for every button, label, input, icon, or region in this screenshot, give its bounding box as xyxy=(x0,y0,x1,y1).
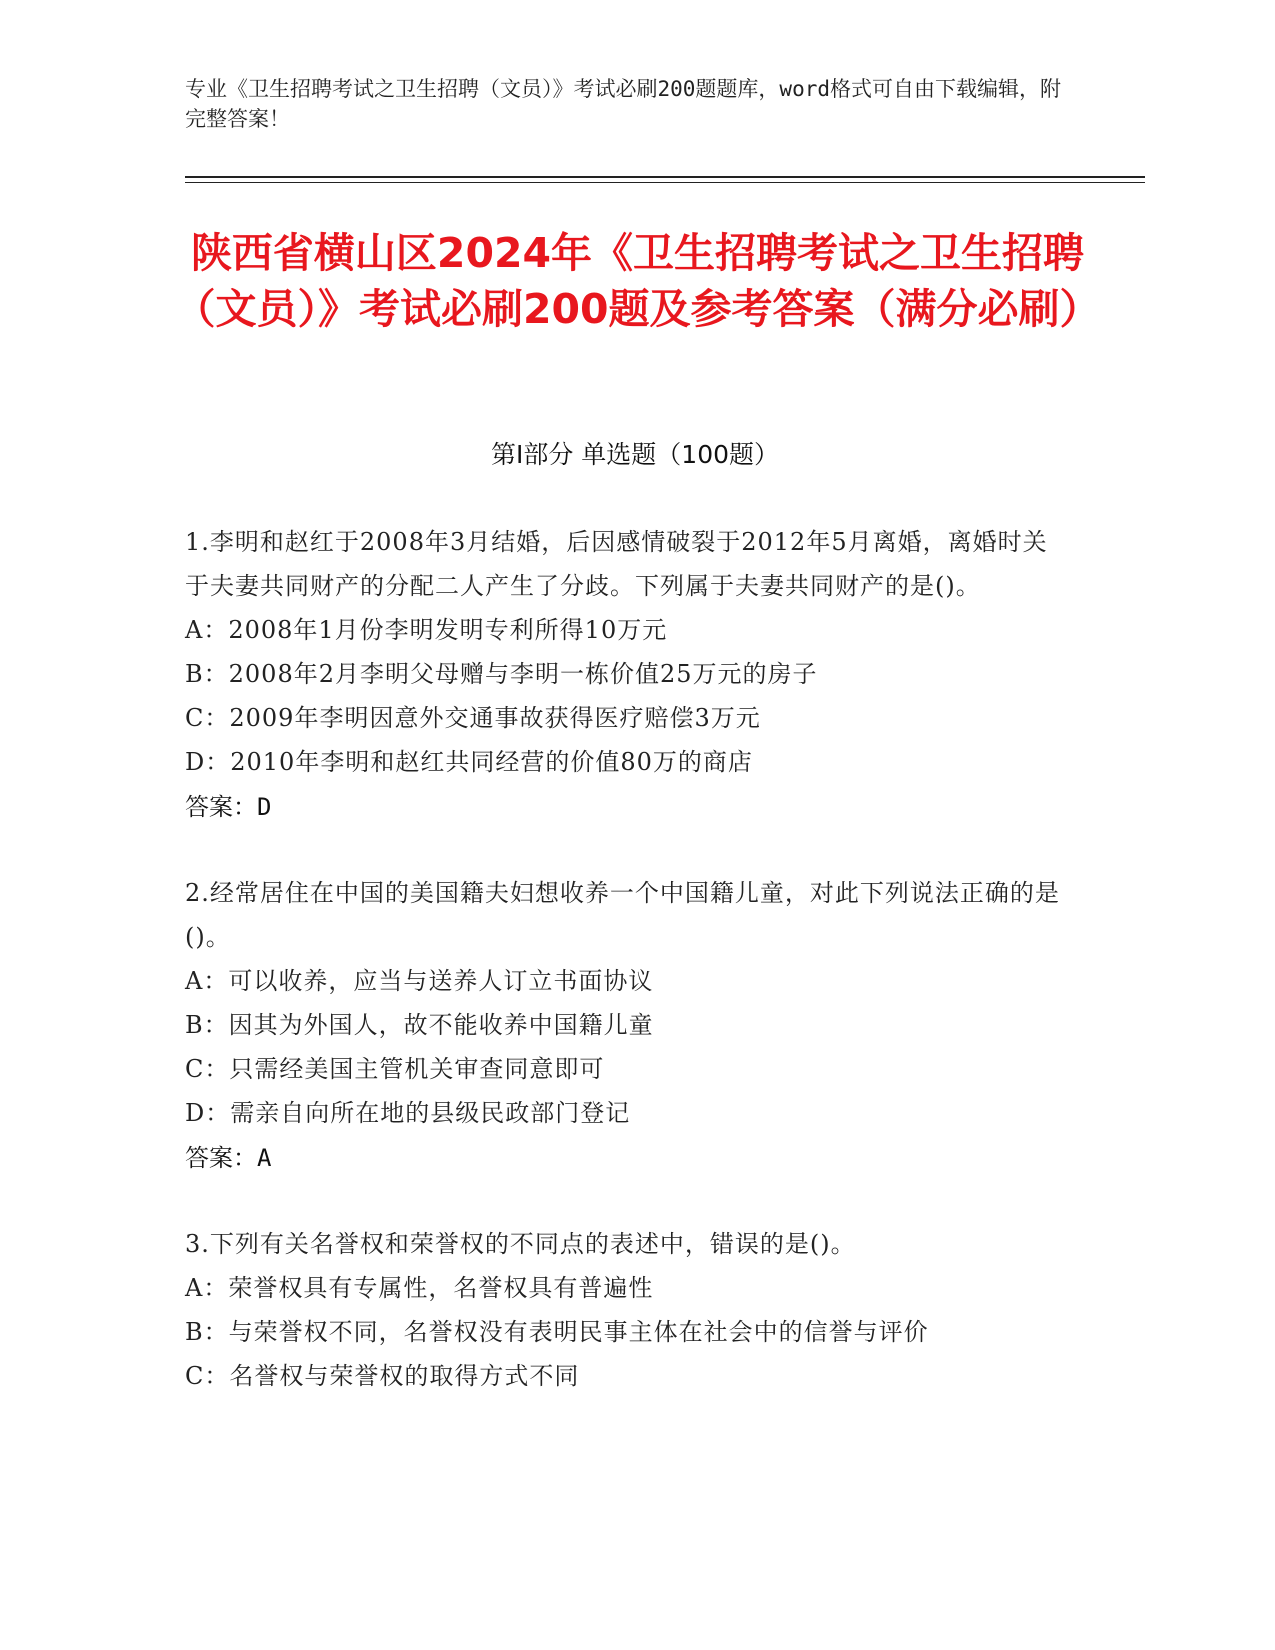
header-note: 专业《卫生招聘考试之卫生招聘（文员）》考试必刷200题题库，word格式可自由下载编辑，附完整答案！ xyxy=(185,77,1061,131)
option-a: A：荣誉权具有专属性，名誉权具有普遍性 xyxy=(185,1274,654,1302)
option-b: B：因其为外国人，故不能收养中国籍儿童 xyxy=(185,1011,654,1039)
question-stem: 3.下列有关名誉权和荣誉权的不同点的表述中，错误的是()。 xyxy=(185,1230,856,1258)
option-d: D：需亲自向所在地的县级民政部门登记 xyxy=(185,1099,631,1127)
option-c: C：2009年李明因意外交通事故获得医疗赔偿3万元 xyxy=(185,704,761,732)
option-b: B：2008年2月李明父母赠与李明一栋价值25万元的房子 xyxy=(185,660,818,688)
question-list xyxy=(185,520,1065,1439)
question-stem: 2.经常居住在中国的美国籍夫妇想收养一个中国籍儿童，对此下列说法正确的是()。 xyxy=(185,879,1060,951)
question-3 xyxy=(185,1222,1065,1398)
answer-line: 答案：A xyxy=(185,1144,272,1172)
option-c: C：只需经美国主管机关审查同意即可 xyxy=(185,1055,605,1083)
answer-line: 答案：D xyxy=(185,793,272,821)
option-d: D：2010年李明和赵红共同经营的价值80万的商店 xyxy=(185,748,753,776)
option-a: A：可以收养，应当与送养人订立书面协议 xyxy=(185,967,654,995)
option-b: B：与荣誉权不同，名誉权没有表明民事主体在社会中的信誉与评价 xyxy=(185,1318,929,1346)
header-divider-thin xyxy=(185,182,1145,183)
option-a: A：2008年1月份李明发明专利所得10万元 xyxy=(185,616,668,644)
document-title: 陕西省横山区2024年《卫生招聘考试之卫生招聘（文员）》考试必刷200题及参考答案（满分必刷） xyxy=(174,229,1101,333)
option-c: C：名誉权与荣誉权的取得方式不同 xyxy=(185,1362,580,1390)
header-divider-thick xyxy=(185,176,1145,178)
question-stem: 1.李明和赵红于2008年3月结婚，后因感情破裂于2012年5月离婚，离婚时关于夫妻共同财产的分配二人产生了分歧。下列属于夫妻共同财产的是()。 xyxy=(185,528,1048,600)
question-2 xyxy=(185,871,1065,1181)
question-1 xyxy=(185,520,1065,830)
section-title: 第Ⅰ部分 单选题（100题） xyxy=(490,440,780,469)
